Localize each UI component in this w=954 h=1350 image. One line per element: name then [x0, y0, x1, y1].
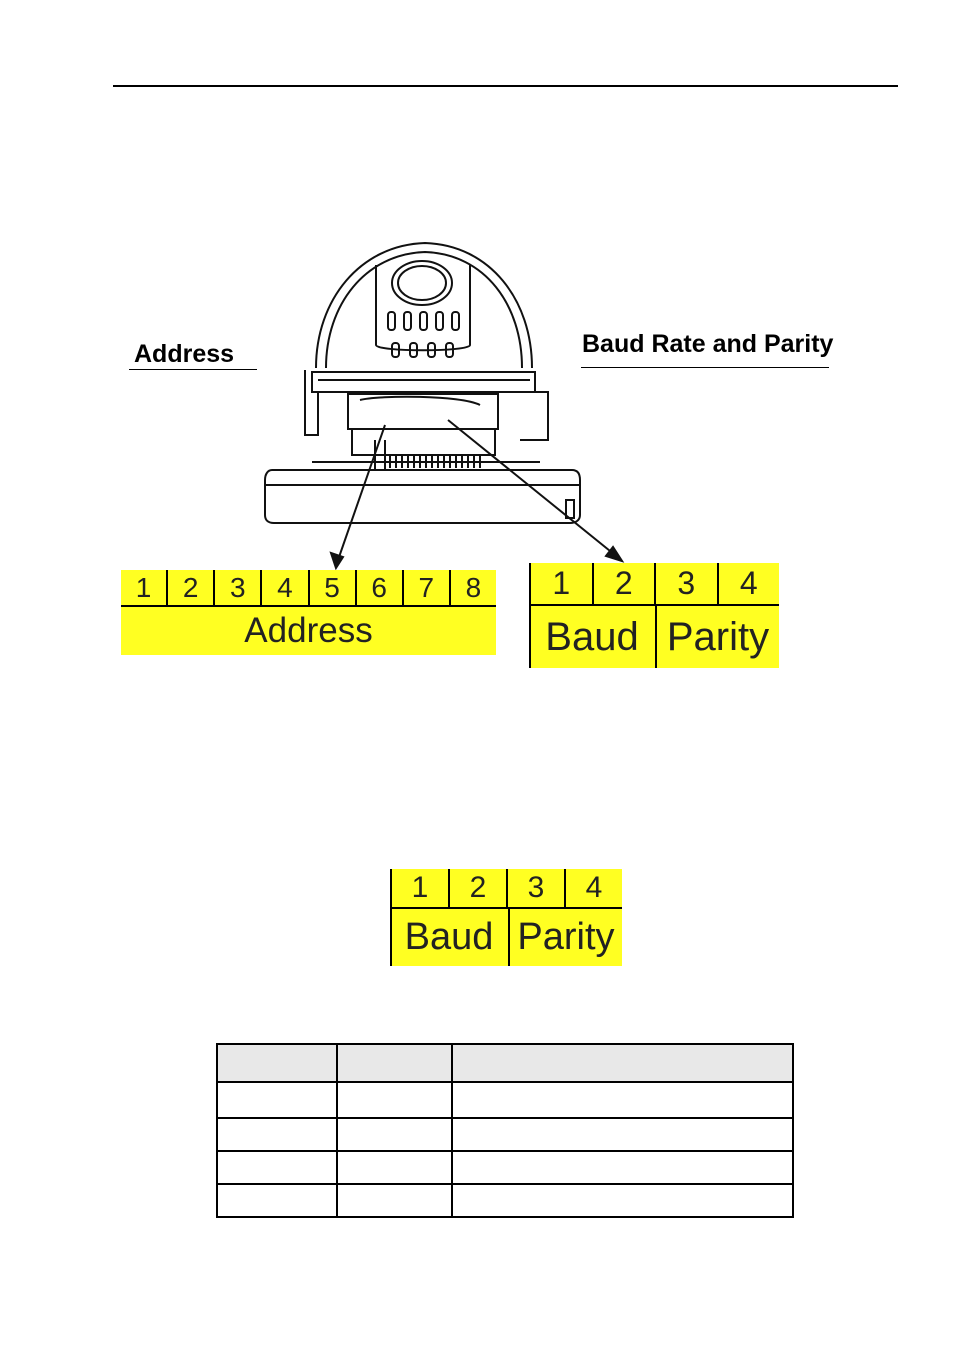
table-row [217, 1184, 793, 1217]
switch-position: 4 [717, 563, 780, 604]
switch-position: 3 [654, 563, 717, 604]
switch-position: 1 [552, 565, 571, 601]
table-cell [217, 1118, 337, 1151]
table-row [217, 1118, 793, 1151]
table-cell [337, 1151, 452, 1184]
switch-position: 4 [564, 869, 622, 907]
table-cell [452, 1151, 793, 1184]
switch-position: 1 [135, 571, 152, 603]
baud-parity-switch-positions [392, 869, 622, 907]
switch-position: 1 [411, 871, 429, 904]
switch-position: 7 [402, 570, 449, 605]
switch-position: 6 [355, 570, 402, 605]
table-header-cell [452, 1044, 793, 1082]
baud-parity-settings-table [216, 1043, 794, 1218]
switch-position: 3 [213, 570, 260, 605]
baud-caption: Baud [404, 916, 494, 958]
switch-position: 5 [308, 570, 355, 605]
table-header-cell [337, 1044, 452, 1082]
table-cell [452, 1184, 793, 1217]
table-cell [337, 1184, 452, 1217]
switch-position: 2 [166, 570, 213, 605]
address-switch-positions [121, 570, 496, 605]
table-row [217, 1151, 793, 1184]
table-cell [217, 1151, 337, 1184]
table-cell [217, 1184, 337, 1217]
baud-rate-parity-callout: Baud Rate and Parity [582, 330, 834, 358]
address-callout-underline [129, 369, 257, 370]
table-cell [452, 1118, 793, 1151]
switch-position: 4 [260, 570, 307, 605]
table-cell [337, 1082, 452, 1118]
table-row [217, 1082, 793, 1118]
switch-position: 2 [592, 563, 655, 604]
address-switch-caption: Address [244, 611, 373, 650]
switch-position: 2 [448, 869, 506, 907]
parity-caption: Parity [655, 606, 779, 668]
table-header-row [217, 1044, 793, 1082]
switch-position: 8 [449, 570, 496, 605]
switch-position: 3 [506, 869, 564, 907]
baud-caption: Baud [545, 614, 639, 659]
table-header-cell [217, 1044, 337, 1082]
baud-parity-switch-label [529, 563, 779, 668]
table-cell [217, 1082, 337, 1118]
baud-parity-switch-label-detail [390, 869, 622, 966]
address-callout: Address [134, 340, 235, 368]
table-cell [337, 1118, 452, 1151]
parity-caption: Parity [508, 909, 622, 966]
baud-rate-parity-callout-underline [581, 367, 829, 368]
baud-parity-switch-positions [531, 563, 779, 604]
address-switch-label [121, 570, 496, 655]
table-cell [452, 1082, 793, 1118]
